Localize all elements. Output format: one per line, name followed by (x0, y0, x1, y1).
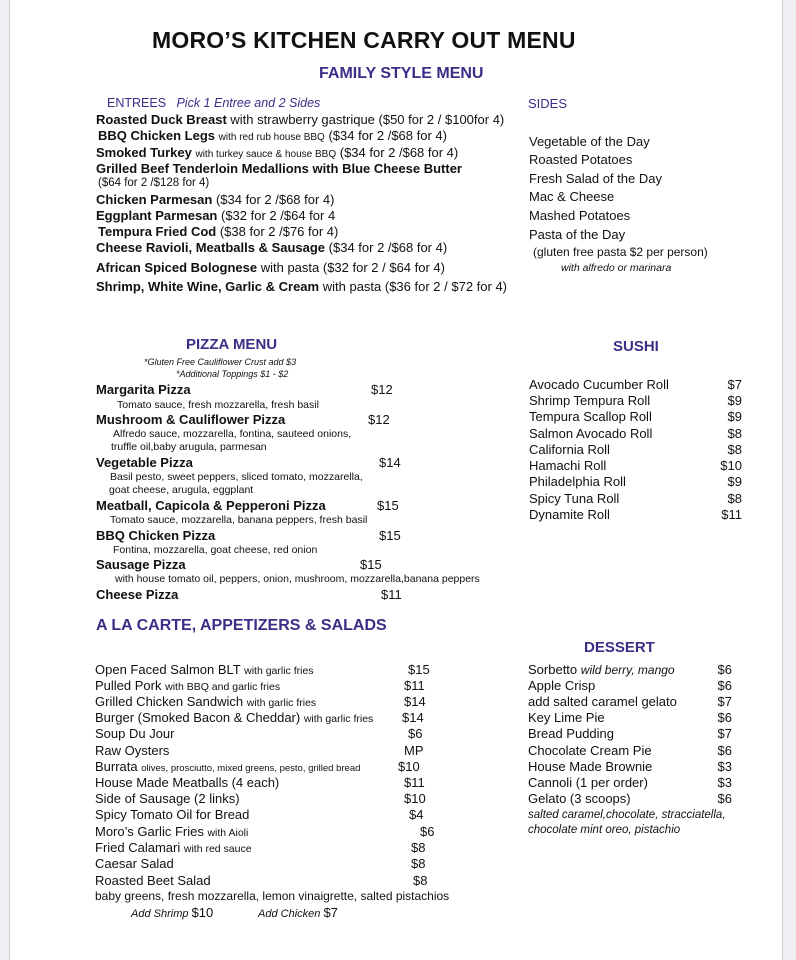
gelato-flavors: chocolate mint oreo, pistachio (528, 824, 681, 836)
alacarte-item-name: Raw Oysters (95, 743, 170, 758)
entree-desc: with strawberry gastrique ($50 for 2 / $100for 4) (230, 112, 505, 127)
entree-price: ($34 for 2 /$68 for 4) (215, 192, 335, 207)
alacarte-item-price: $10 (398, 759, 420, 774)
dessert-item (528, 775, 648, 790)
pizza-name: Vegetable Pizza (96, 455, 193, 470)
alacarte-item-name: Grilled Chicken Sandwich (95, 694, 244, 709)
sushi-item-name: Avocado Cucumber Roll (529, 377, 669, 392)
alacarte-item-price: $14 (404, 694, 426, 709)
alacarte-item-price: $6 (408, 726, 423, 741)
dessert-item (528, 694, 677, 709)
side-item: Fresh Salad of the Day (529, 171, 662, 186)
pizza-name: Meatball, Capicola & Pepperoni Pizza (96, 498, 326, 513)
entree-item (98, 128, 447, 143)
alacarte-item-desc: with red sauce (183, 843, 252, 855)
dessert-item-name: Sorbetto (528, 662, 578, 677)
alacarte-item (95, 759, 360, 774)
sushi-item-price: $11 (721, 507, 742, 522)
dessert-item-price: $6 (717, 678, 732, 693)
side-item: Roasted Potatoes (529, 152, 633, 167)
alacarte-item-name: Burger (Smoked Bacon & Cheddar) (95, 710, 301, 725)
pizza-price: $15 (360, 557, 382, 572)
pizza-desc: Basil pesto, sweet peppers, sliced tomato, mozzarella, (110, 471, 363, 483)
dessert-item-price: $3 (717, 775, 732, 790)
entree-name: Smoked Turkey (96, 145, 192, 160)
sides-note: (gluten free pasta $2 per person) (533, 245, 708, 259)
add-chicken-label: Add Chicken (258, 908, 321, 920)
dessert-item-name: Apple Crisp (528, 678, 596, 693)
alacarte-item (95, 726, 175, 741)
alacarte-item-price: $14 (402, 710, 424, 725)
entree-name: Shrimp, White Wine, Garlic & Cream (96, 279, 320, 294)
dessert-item-name: Cannoli (1 per order) (528, 775, 648, 790)
pizza-desc: with house tomato oil, peppers, onion, mushroom, mozzarella,banana peppers (115, 573, 480, 585)
side-item: Mashed Potatoes (529, 208, 631, 223)
alacarte-item-name: Burrata (95, 759, 138, 774)
sushi-item-name: Dynamite Roll (529, 507, 610, 522)
pizza-desc: Tomato sauce, fresh mozzarella, fresh basil (117, 399, 319, 411)
alacarte-item-price: $4 (409, 807, 424, 822)
alacarte-item-desc: with garlic fries (303, 713, 374, 725)
sushi-item-price: $9 (727, 409, 742, 424)
alacarte-item-name: Spicy Tomato Oil for Bread (95, 807, 250, 822)
entree-name: Roasted Duck Breast (96, 112, 227, 127)
sushi-heading: SUSHI (613, 338, 659, 355)
add-shrimp (131, 905, 213, 920)
sides-heading: SIDES (528, 96, 568, 111)
entree-name: Chicken Parmesan (96, 192, 213, 207)
sushi-item-name: California Roll (529, 442, 610, 457)
dessert-item-price: $3 (717, 759, 732, 774)
alacarte-item-price: $8 (413, 873, 428, 888)
entree-name: African Spiced Bolognese (96, 260, 258, 275)
alacarte-item-name: Soup Du Jour (95, 726, 175, 741)
pizza-name: BBQ Chicken Pizza (96, 528, 216, 543)
pizza-price: $12 (371, 382, 393, 397)
sides-note: with alfredo or marinara (561, 262, 672, 274)
pizza-desc: truffle oil,baby arugula, parmesan (111, 441, 267, 453)
dessert-item-price: $7 (717, 694, 732, 709)
pizza-price: $12 (368, 412, 390, 427)
side-item: Vegetable of the Day (529, 134, 650, 149)
pizza-price: $11 (381, 587, 402, 602)
alacarte-item-name: Pulled Pork (95, 678, 162, 693)
sushi-item-name: Tempura Scallop Roll (529, 409, 652, 424)
alacarte-item (95, 873, 211, 888)
entree-item (98, 224, 338, 239)
family-style-heading: FAMILY STYLE MENU (319, 65, 484, 82)
alacarte-item (95, 775, 279, 790)
entree-desc: with red rub house BBQ (218, 132, 325, 143)
alacarte-item-price: $11 (404, 678, 425, 693)
entree-name: BBQ Chicken Legs (98, 128, 216, 143)
alacarte-item (95, 710, 373, 725)
pizza-name: Margarita Pizza (96, 382, 191, 397)
alacarte-item-price: $8 (411, 856, 426, 871)
alacarte-item (95, 662, 314, 677)
gelato-flavors: salted caramel,chocolate, stracciatella, (528, 809, 726, 821)
alacarte-item (95, 824, 248, 839)
sushi-item-price: $9 (727, 393, 742, 408)
entrees-heading: ENTREES (107, 96, 167, 110)
entrees-heading-line (107, 96, 320, 110)
add-shrimp-label: Add Shrimp (131, 908, 189, 920)
entree-price: ($32 for 2 /$64 for 4 (221, 208, 336, 223)
alacarte-item (95, 840, 252, 855)
side-item: Mac & Cheese (529, 189, 615, 204)
beet-salad-desc: baby greens, fresh mozzarella, lemon vinaigrette, salted pistachios (95, 889, 450, 903)
entree-item (96, 112, 504, 127)
dessert-item-name: add salted caramel gelato (528, 694, 677, 709)
alacarte-item-price: MP (404, 743, 424, 758)
dessert-item-price: $6 (717, 743, 732, 758)
alacarte-item-desc: olives, prosciutto, mixed greens, pesto, grilled bread (141, 763, 361, 774)
add-chicken (258, 905, 338, 920)
entree-item (96, 279, 507, 294)
alacarte-item-name: House Made Meatballs (4 each) (95, 775, 280, 790)
alacarte-item-desc: with Aioli (207, 827, 249, 839)
dessert-item (528, 743, 652, 758)
pizza-heading: PIZZA MENU (186, 336, 278, 353)
sushi-item-name: Salmon Avocado Roll (529, 426, 653, 441)
dessert-item-price: $6 (717, 710, 732, 725)
alacarte-item-price: $8 (411, 840, 426, 855)
entree-item (96, 240, 447, 255)
alacarte-item-price: $15 (408, 662, 430, 677)
entree-name: Tempura Fried Cod (98, 224, 217, 239)
entree-price: ($34 for 2 /$68 for 4) (328, 128, 447, 143)
entree-price: ($34 for 2 /$68 for 4) (328, 240, 448, 255)
pizza-desc: Tomato sauce, mozzarella, banana peppers, fresh basil (110, 514, 368, 526)
alacarte-item (95, 807, 249, 822)
alacarte-item (95, 694, 316, 709)
dessert-item (528, 662, 675, 677)
sushi-item-price: $8 (727, 426, 742, 441)
alacarte-item-desc: with garlic fries (246, 697, 317, 709)
sushi-item-price: $7 (727, 377, 742, 392)
alacarte-item-name: Moro’s Garlic Fries (95, 824, 204, 839)
entree-name: Eggplant Parmesan (96, 208, 218, 223)
entree-price: ($38 for 2 /$76 for 4) (219, 224, 339, 239)
entree-name: Grilled Beef Tenderloin Medallions with Blue Cheese Butter (96, 161, 462, 176)
pizza-desc: Alfredo sauce, mozzarella, fontina, sauteed onions, (113, 428, 352, 440)
alacarte-item (95, 743, 169, 758)
alacarte-item (95, 791, 240, 806)
sushi-item-price: $8 (727, 491, 742, 506)
dessert-item-desc: wild berry, mango (580, 663, 675, 677)
dessert-item-name: Key Lime Pie (528, 710, 605, 725)
alacarte-item-desc: with BBQ and garlic fries (165, 681, 281, 693)
pizza-note: *Additional Toppings $1 - $2 (176, 369, 289, 379)
pizza-name: Sausage Pizza (96, 557, 186, 572)
entree-item (96, 260, 445, 275)
pizza-name: Cheese Pizza (96, 587, 179, 602)
sushi-item-name: Shrimp Tempura Roll (529, 393, 651, 408)
dessert-item (528, 791, 631, 806)
pizza-note: *Gluten Free Cauliflower Crust add $3 (144, 357, 297, 367)
alacarte-item (95, 856, 174, 871)
pizza-desc: goat cheese, arugula, eggplant (109, 484, 254, 496)
dessert-item-name: Chocolate Cream Pie (528, 743, 652, 758)
alacarte-item-price: $6 (420, 824, 435, 839)
dessert-heading: DESSERT (584, 639, 655, 656)
alacarte-item-name: Caesar Salad (95, 856, 174, 871)
alacarte-item (95, 678, 280, 693)
dessert-item (528, 726, 614, 741)
pizza-price: $15 (379, 528, 401, 543)
alacarte-item-name: Side of Sausage (2 links) (95, 791, 240, 806)
add-shrimp-price: $10 (191, 905, 214, 920)
entree-name: Cheese Ravioli, Meatballs & Sausage (96, 240, 326, 255)
pizza-name: Mushroom & Cauliflower Pizza (96, 412, 286, 427)
sushi-item-price: $9 (727, 474, 742, 489)
dessert-item (528, 710, 605, 725)
entree-item (96, 145, 458, 160)
alacarte-item-name: Roasted Beet Salad (95, 873, 211, 888)
alacarte-item-name: Open Faced Salmon BLT (95, 662, 241, 677)
page-title: MORO’S KITCHEN CARRY OUT MENU (152, 27, 576, 53)
side-item: Pasta of the Day (529, 227, 626, 242)
dessert-item-price: $6 (717, 662, 732, 677)
alacarte-item-name: Fried Calamari (95, 840, 181, 855)
dessert-item-name: Gelato (3 scoops) (528, 791, 631, 806)
entree-item (96, 192, 334, 207)
dessert-item-price: $7 (717, 726, 732, 741)
sushi-item-price: $8 (727, 442, 742, 457)
entree-price: ($34 for 2 /$68 for 4) (339, 145, 459, 160)
dessert-item-name: Bread Pudding (528, 726, 615, 741)
entree-price: with pasta ($36 for 2 / $72 for 4) (322, 279, 508, 294)
sushi-item-name: Hamachi Roll (529, 458, 607, 473)
alacarte-heading: A LA CARTE, APPETIZERS & SALADS (96, 617, 387, 634)
entrees-instruction: Pick 1 Entree and 2 Sides (176, 96, 321, 110)
sushi-item-name: Philadelphia Roll (529, 474, 626, 489)
sushi-item-name: Spicy Tuna Roll (529, 491, 620, 506)
dessert-item (528, 759, 652, 774)
entree-price: with pasta ($32 for 2 / $64 for 4) (260, 260, 445, 275)
dessert-item-name: House Made Brownie (528, 759, 653, 774)
entree-desc: with turkey sauce & house BBQ (195, 149, 337, 160)
alacarte-item-desc: with garlic fries (244, 665, 314, 677)
sushi-item-price: $10 (720, 458, 742, 473)
entree-item (96, 208, 335, 223)
pizza-price: $15 (377, 498, 399, 513)
alacarte-item-price: $11 (404, 775, 425, 790)
entree-price: ($64 for 2 /$128 for 4) (98, 177, 210, 189)
alacarte-item-price: $10 (404, 791, 426, 806)
add-chicken-price: $7 (323, 905, 338, 920)
dessert-item-price: $6 (717, 791, 732, 806)
pizza-price: $14 (379, 455, 401, 470)
pizza-desc: Fontina, mozzarella, goat cheese, red onion (113, 544, 318, 556)
dessert-item (528, 678, 595, 693)
